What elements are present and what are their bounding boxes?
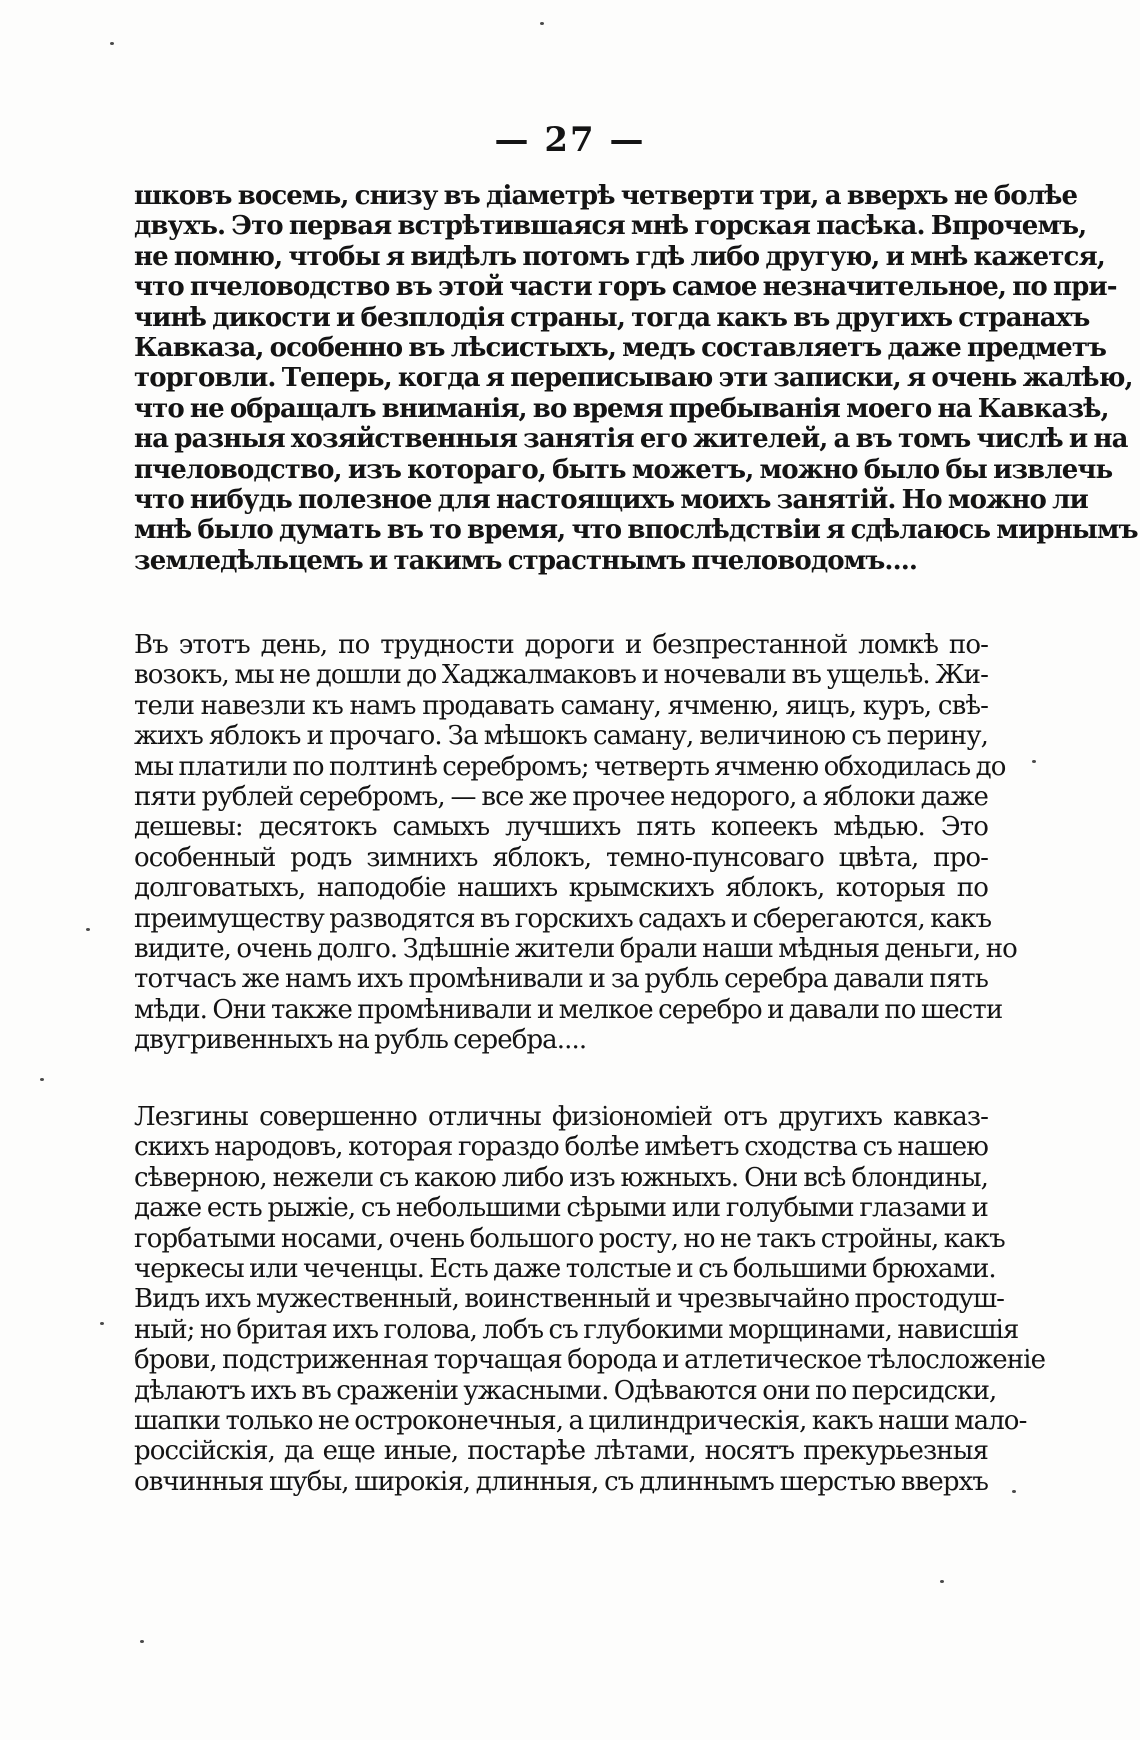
text-line: тели навезли къ намъ продавать саману, ячменю, яицъ, куръ, свѣ- bbox=[134, 690, 988, 721]
paragraph-1 bbox=[134, 181, 1138, 576]
scan-speck bbox=[540, 22, 544, 25]
text-line: Видъ ихъ мужественный, воинственный и чрезвычайно простодуш- bbox=[134, 1284, 1005, 1315]
text-line: не помню, чтобы я видѣлъ потомъ гдѣ либо другую, и мнѣ кажется, bbox=[134, 241, 1105, 272]
text-line: тотчасъ же намъ ихъ промѣнивали и за рубль серебра давали пять bbox=[134, 964, 988, 995]
text-line: мнѣ было думать въ то время, что впослѣдствіи я сдѣлаюсь мирнымъ bbox=[134, 515, 1138, 546]
scan-speck bbox=[1032, 760, 1036, 763]
text-line: торговли. Теперь, когда я переписываю эти записки, я очень жалѣю, bbox=[134, 363, 1133, 394]
text-line: пяти рублей серебромъ, — все же прочее недорого, а яблоки даже bbox=[134, 782, 988, 813]
text-line: пчеловодство, изъ котораго, быть можетъ, можно было бы извлечь bbox=[134, 454, 1113, 485]
text-line: возокъ, мы не дошли до Хаджалмаковъ и ночевали въ ущельѣ. Жи- bbox=[134, 660, 988, 691]
text-line: что пчеловодство въ этой части горъ самое незначительное, по при- bbox=[134, 272, 1117, 303]
scan-speck bbox=[40, 1078, 44, 1081]
text-line: что нибудь полезное для настоящихъ моихъ занятій. Но можно ли bbox=[134, 485, 1088, 516]
text-line: особенный родъ зимнихъ яблокъ, темно-пунсоваго цвѣта, про- bbox=[134, 842, 988, 873]
text-line: на разныя хозяйственныя занятія его жителей, а въ томъ числѣ и на bbox=[134, 424, 1128, 455]
text-line: Кавказа, особенно въ лѣсистыхъ, медъ составляетъ даже предметъ bbox=[134, 333, 1107, 364]
text-line: шковъ восемь, снизу въ діаметрѣ четверти три, а вверхъ не болѣе bbox=[134, 181, 1078, 211]
paragraph-2 bbox=[134, 630, 1017, 1056]
paragraph-3 bbox=[134, 1102, 1046, 1497]
text-line: чинѣ дикости и безплодія страны, тогда какъ въ другихъ странахъ bbox=[134, 302, 1090, 333]
text-line: даже есть рыжіе, съ небольшими сѣрыми или голубыми глазами и bbox=[134, 1193, 988, 1224]
text-line: дѣлаютъ ихъ въ сраженіи ужасными. Одѣваются они по персидски, bbox=[134, 1375, 997, 1406]
text-line: ный; но бритая ихъ голова, лобъ съ глубокими морщинами, нависшія bbox=[134, 1314, 1019, 1345]
scan-speck bbox=[86, 928, 90, 931]
text-line: горбатыми носами, очень большого росту, но не такъ стройны, какъ bbox=[134, 1223, 1005, 1254]
text-line: черкесы или чеченцы. Есть даже толстые и съ большими брюхами. bbox=[134, 1254, 996, 1285]
page-number: — 27 — bbox=[494, 120, 646, 160]
text-line: что не обращалъ вниманія, во время пребыванія моего на Кавказѣ, bbox=[134, 393, 1109, 424]
text-line: брови, подстриженная торчащая борода и атлетическое тѣлосложеніе bbox=[134, 1345, 1046, 1376]
text-line: долговатыхъ, наподобіе нашихъ крымскихъ яблокъ, которыя по bbox=[134, 873, 988, 904]
text-line: двугривенныхъ на рубль серебра.... bbox=[134, 1025, 587, 1056]
scan-speck bbox=[100, 1322, 104, 1325]
text-line: россійскія, да еще иные, постарѣе лѣтами, носятъ прекурьезныя bbox=[134, 1436, 988, 1467]
text-line: скихъ народовъ, которая гораздо болѣе имѣетъ сходства съ нашею bbox=[134, 1132, 988, 1163]
text-line: жихъ яблокъ и прочаго. За мѣшокъ саману, величиною съ перину, bbox=[134, 721, 988, 752]
text-line: мѣди. Они также промѣнивали и мелкое серебро и давали по шести bbox=[134, 994, 1003, 1025]
scan-speck bbox=[110, 42, 114, 45]
text-line: земледѣльцемъ и такимъ страстнымъ пчеловодомъ.... bbox=[134, 545, 918, 576]
text-line: мы платили по полтинѣ серебромъ; четверть ячменю обходилась до bbox=[134, 751, 1006, 782]
text-line: Въ этотъ день, по трудности дороги и безпрестанной ломкѣ по- bbox=[134, 630, 988, 660]
text-line: шапки только не остроконечныя, а цилиндрическія, какъ наши мало- bbox=[134, 1406, 1027, 1437]
scan-speck bbox=[1012, 1490, 1016, 1493]
text-line: преимуществу разводятся въ горскихъ садахъ и сберегаются, какъ bbox=[134, 903, 992, 934]
text-line: видите, очень долго. Здѣшніе жители брали наши мѣдныя деньги, но bbox=[134, 934, 1017, 965]
scan-speck bbox=[940, 1580, 944, 1583]
text-line: сѣверною, нежели съ какою либо изъ южныхъ. Они всѣ блондины, bbox=[134, 1162, 988, 1193]
text-line: овчинныя шубы, широкія, длинныя, съ длиннымъ шерстью вверхъ bbox=[134, 1466, 988, 1497]
scan-speck bbox=[140, 1640, 144, 1643]
text-line: дешевы: десятокъ самыхъ лучшихъ пять копеекъ мѣдью. Это bbox=[134, 812, 988, 843]
text-line: двухъ. Это первая встрѣтившаяся мнѣ горская пасѣка. Впрочемъ, bbox=[134, 211, 1087, 242]
text-line: Лезгины совершенно отличны физіономіей отъ другихъ кавказ- bbox=[134, 1102, 988, 1132]
